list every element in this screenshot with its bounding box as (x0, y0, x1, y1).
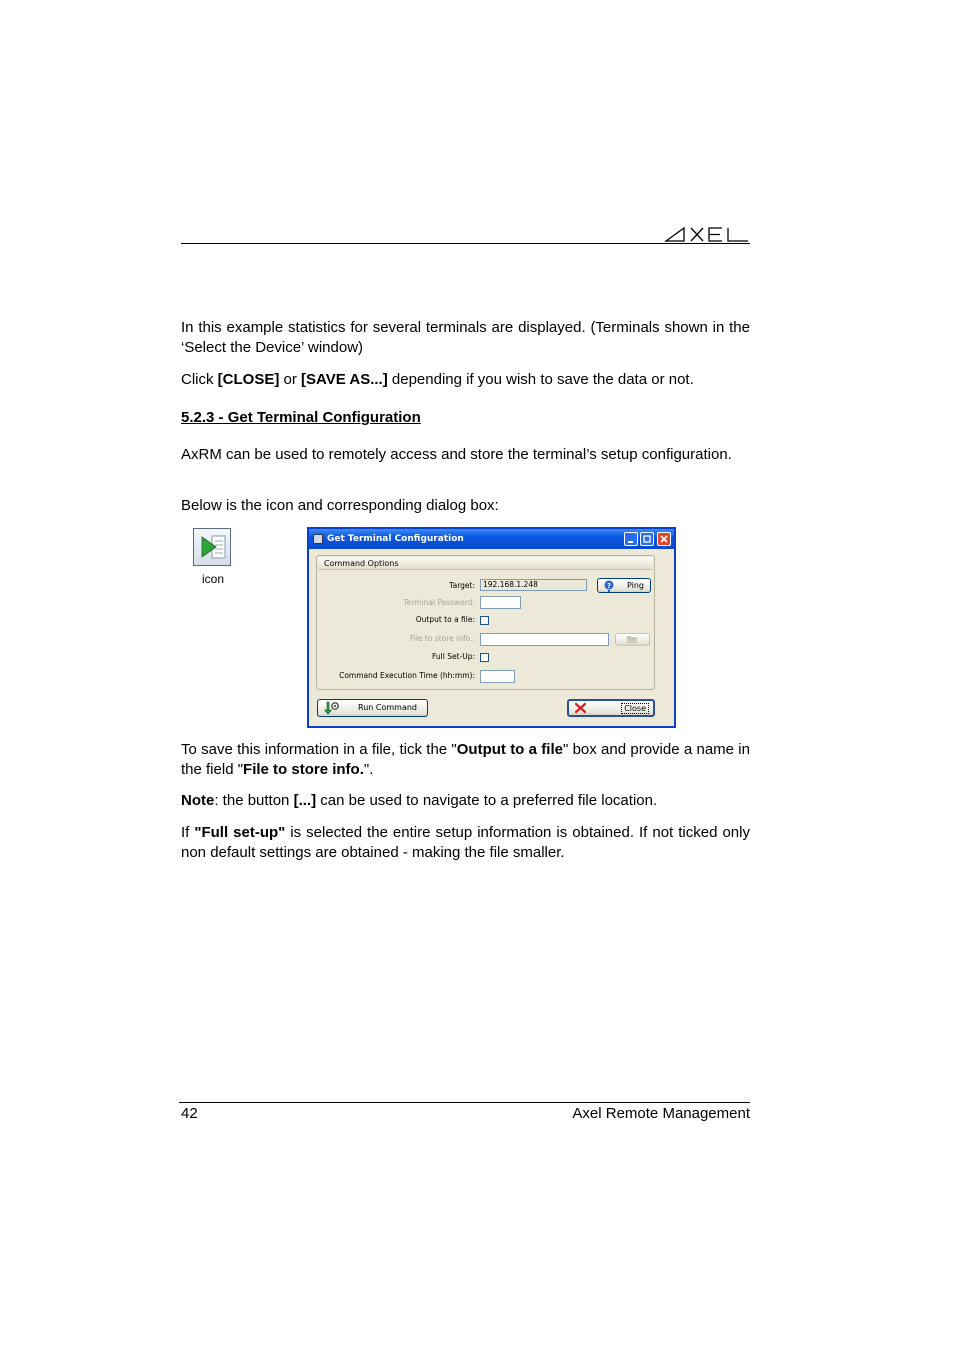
file-to-store-field[interactable] (480, 633, 609, 646)
red-x-icon (574, 702, 588, 714)
target-field[interactable]: 192.168.1.248 (480, 579, 587, 591)
ping-button[interactable]: ? Ping (597, 578, 651, 593)
exec-time-field[interactable] (480, 670, 515, 683)
run-command-icon (324, 701, 340, 715)
icon-caption: icon (201, 572, 224, 586)
window-close-button[interactable] (657, 532, 671, 546)
header-rule (181, 243, 750, 244)
note-paragraph: Note: the button [...] can be used to navigate to a preferred file location. (181, 792, 658, 809)
get-config-icon (193, 528, 231, 566)
exec-time-label: Command Execution Time (hh:mm): (339, 671, 475, 680)
command-options-label: Command Options (318, 557, 653, 570)
page-number: 42 (181, 1105, 198, 1122)
get-terminal-config-dialog (307, 527, 676, 728)
close-save-paragraph: Click [CLOSE] or [SAVE AS...] depending if you wish to save the data or not. (181, 371, 694, 388)
password-field[interactable] (480, 596, 521, 609)
footer-rule (179, 1102, 750, 1103)
dialog-title: Get Terminal Configuration (327, 534, 464, 544)
footer-doc-title: Axel Remote Management (572, 1105, 750, 1122)
run-command-button[interactable]: Run Command (317, 699, 428, 717)
svg-text:?: ? (606, 582, 612, 590)
target-label: Target: (449, 581, 475, 590)
question-icon (604, 580, 614, 592)
browse-button[interactable] (615, 633, 650, 646)
output-to-file-label: Output to a file: (415, 615, 475, 624)
close-icon (658, 533, 670, 545)
axel-logo (664, 226, 750, 243)
intro-paragraph: In this example statistics for several terminals are displayed. (Terminals shown in the ‘Select the Device’ window) (181, 319, 750, 356)
maximize-icon (641, 533, 653, 545)
axrm-paragraph: AxRM can be used to remotely access and store the terminal’s setup configuration. (181, 446, 732, 463)
close-button[interactable]: Close (567, 699, 655, 717)
dialog-titlebar[interactable] (309, 529, 674, 549)
folder-icon (616, 634, 649, 645)
minimize-button[interactable] (624, 532, 638, 546)
full-setup-checkbox[interactable] (480, 653, 489, 662)
maximize-button[interactable] (640, 532, 654, 546)
output-to-file-checkbox[interactable] (480, 616, 489, 625)
section-heading: 5.2.3 - Get Terminal Configuration (181, 409, 421, 426)
command-options-group (316, 555, 655, 690)
password-label: Terminal Password: (403, 598, 475, 607)
icon-dialog-paragraph: Below is the icon and corresponding dialog box: (181, 497, 499, 514)
full-setup-label: Full Set-Up: (431, 652, 475, 661)
minimize-icon (625, 533, 637, 545)
full-setup-paragraph: If "Full set-up" is selected the entire setup information is obtained. If not ticked only non default settings are obtained - making the file smaller. (181, 824, 750, 861)
file-to-store-label: File to store info.: (409, 634, 475, 643)
save-info-paragraph: To save this information in a file, tick the "Output to a file" box and provide a name in the field "File to store info.". (181, 741, 750, 778)
play-document-icon (194, 529, 230, 565)
window-icon (313, 534, 323, 544)
